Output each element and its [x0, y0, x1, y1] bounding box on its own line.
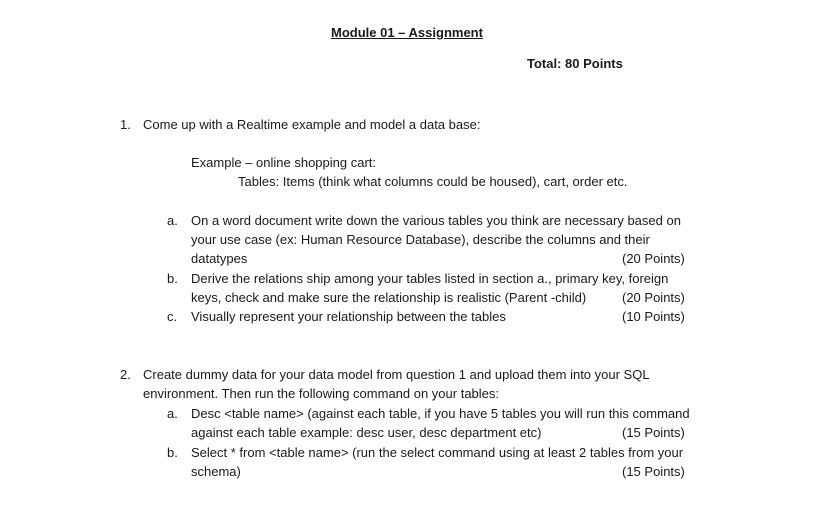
q1-item-a-points: (20 Points) — [622, 251, 685, 266]
q1-item-a-letter: a. — [167, 213, 178, 228]
question-1-number: 1. — [120, 117, 131, 132]
q1-item-c-points: (10 Points) — [622, 309, 685, 324]
q2-item-b-line1: Select * from <table name> (run the select command using at least 2 tables from your — [191, 445, 684, 460]
total-points: Total: 80 Points — [527, 56, 623, 71]
q2-item-a-letter: a. — [167, 406, 178, 421]
q2-item-a-points: (15 Points) — [622, 425, 685, 440]
q1-item-b-points: (20 Points) — [622, 290, 685, 305]
example-line: Example – online shopping cart: — [191, 155, 377, 170]
q2-item-b-points: (15 Points) — [622, 464, 685, 479]
question-2-number: 2. — [120, 367, 131, 382]
q1-item-b-line1: Derive the relations ship among your tables listed in section a., primary key, foreign — [191, 271, 669, 286]
question-1-text: Come up with a Realtime example and model a data base: — [143, 117, 481, 132]
q2-item-a-line2: against each table example: desc user, desc department etc) — [191, 425, 542, 440]
q1-item-c-letter: c. — [167, 309, 178, 324]
q1-item-c-line1: Visually represent your relationship between the tables — [191, 309, 506, 324]
question-2-line1: Create dummy data for your data model from question 1 and upload them into your SQL — [143, 367, 650, 382]
page-title: Module 01 – Assignment — [331, 25, 483, 40]
q1-item-b-letter: b. — [167, 271, 178, 286]
q1-item-a-line1: On a word document write down the various tables you think are necessary based on — [191, 213, 681, 228]
question-2-line2: environment. Then run the following command on your tables: — [143, 386, 500, 401]
tables-line: Tables: Items (think what columns could be housed), cart, order etc. — [238, 174, 628, 189]
q2-item-a-line1: Desc <table name> (against each table, if you have 5 tables you will run this command — [191, 406, 690, 421]
q1-item-a-line2: your use case (ex: Human Resource Database), describe the columns and their — [191, 232, 650, 247]
q1-item-b-line2: keys, check and make sure the relationship is realistic (Parent -child) — [191, 290, 587, 305]
q2-item-b-letter: b. — [167, 445, 178, 460]
q1-item-a-line3: datatypes — [191, 251, 248, 266]
q2-item-b-line2: schema) — [191, 464, 241, 479]
